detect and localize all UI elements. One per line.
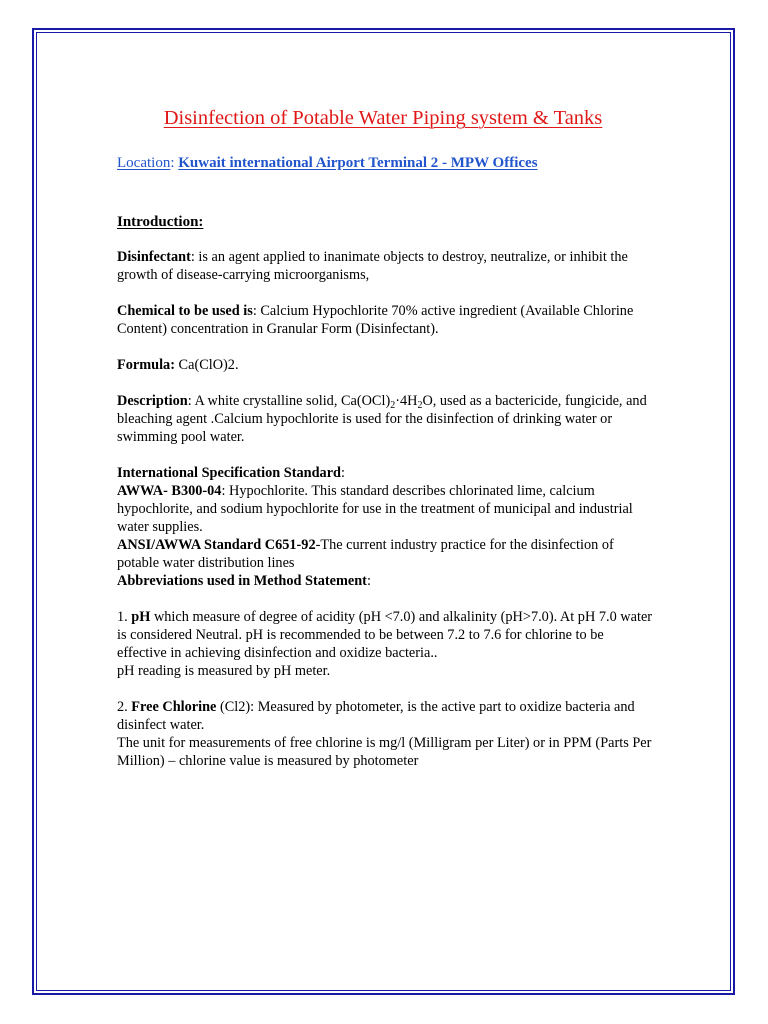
ansi-text: -The current industry practice for the disinfection of potable water distribution lines <box>117 537 614 571</box>
formula-text: Ca(ClO)2. <box>174 357 239 373</box>
abbreviations-text: : <box>366 573 371 589</box>
chemical-paragraph <box>117 302 657 338</box>
free-chlorine-term: Free Chlorine <box>131 699 217 715</box>
disinfectant-term: Disinfectant <box>117 249 191 265</box>
chemical-text: : Calcium Hypochlorite 70% active ingredient (Available Chlorine Content) concentration in Granular Form (Disinfectant). <box>117 303 634 337</box>
ph-prefix: 1. <box>117 609 132 625</box>
description-text-post: O, used as a bactericide, fungicide, and bleaching agent .Calcium hypochlorite is used for the disinfection of drinking water or swimming pool water. <box>117 393 647 445</box>
abbreviations-line <box>117 572 657 590</box>
awwa-text: : Hypochlorite. This standard describes chlorinated lime, calcium hypochlorite, and sodium hypochlorite for use in the treatment of municipal and industrial water supplies. <box>117 483 633 535</box>
formula-term: Formula: <box>117 357 175 373</box>
introduction-heading: Introduction: <box>117 214 204 230</box>
disinfectant-text: : is an agent applied to inanimate objects to destroy, neutralize, or inhibit the growth of disease-carrying microorganisms, <box>117 249 628 283</box>
disinfectant-paragraph <box>117 248 657 284</box>
document-title: Disinfection of Potable Water Piping system & Tanks <box>163 107 603 129</box>
awwa-term: AWWA- B300-04 <box>117 483 222 499</box>
free-chlorine-text: (Cl2): Measured by photometer, is the active part to oxidize bacteria and disinfect water. <box>117 699 635 733</box>
ansi-paragraph <box>117 536 657 572</box>
description-sub2: 2 <box>417 400 423 411</box>
document-body <box>117 248 657 770</box>
description-term: Description <box>117 393 188 409</box>
abbreviations-term: Abbreviations used in Method Statement <box>117 573 367 589</box>
intl-standard-text: : <box>341 465 345 481</box>
free-chlorine-unit-line: The unit for measurements of free chlorine is mg/l (Milligram per Liter) or in PPM (Parts Per Million) – chlorine value is measured by photometer <box>117 735 652 769</box>
ph-reading-line: pH reading is measured by pH meter. <box>117 663 331 679</box>
location-value: Kuwait international Airport Terminal 2 - MPW Offices <box>178 155 538 171</box>
formula-paragraph <box>117 356 657 374</box>
location-line <box>117 153 538 173</box>
awwa-paragraph <box>117 482 657 536</box>
free-chlorine-paragraph <box>117 698 657 734</box>
ph-text: which measure of degree of acidity (pH <7.0) and alkalinity (pH>7.0). At pH 7.0 water is considered Neutral. pH is recommended to be between 7.2 to 7.6 for chlorine to be effective in achieving disinfection and oxidize bacteria.. <box>117 609 653 661</box>
ph-paragraph <box>117 608 657 662</box>
description-text-pre: : A white crystalline solid, Ca(OCl) <box>187 393 391 409</box>
description-paragraph <box>117 392 657 446</box>
ph-term: pH <box>131 609 151 625</box>
free-chlorine-prefix: 2. <box>117 699 132 715</box>
intl-standard-line <box>117 464 657 482</box>
description-sub1: 2 <box>390 400 396 411</box>
location-label: Location <box>117 155 171 171</box>
location-colon: : <box>170 155 179 171</box>
description-text-mid: ·4H <box>395 393 418 409</box>
intl-standard-term: International Specification Standard <box>117 465 342 481</box>
chemical-term: Chemical to be used is <box>117 303 253 319</box>
ansi-term: ANSI/AWWA Standard C651-92 <box>117 537 316 553</box>
